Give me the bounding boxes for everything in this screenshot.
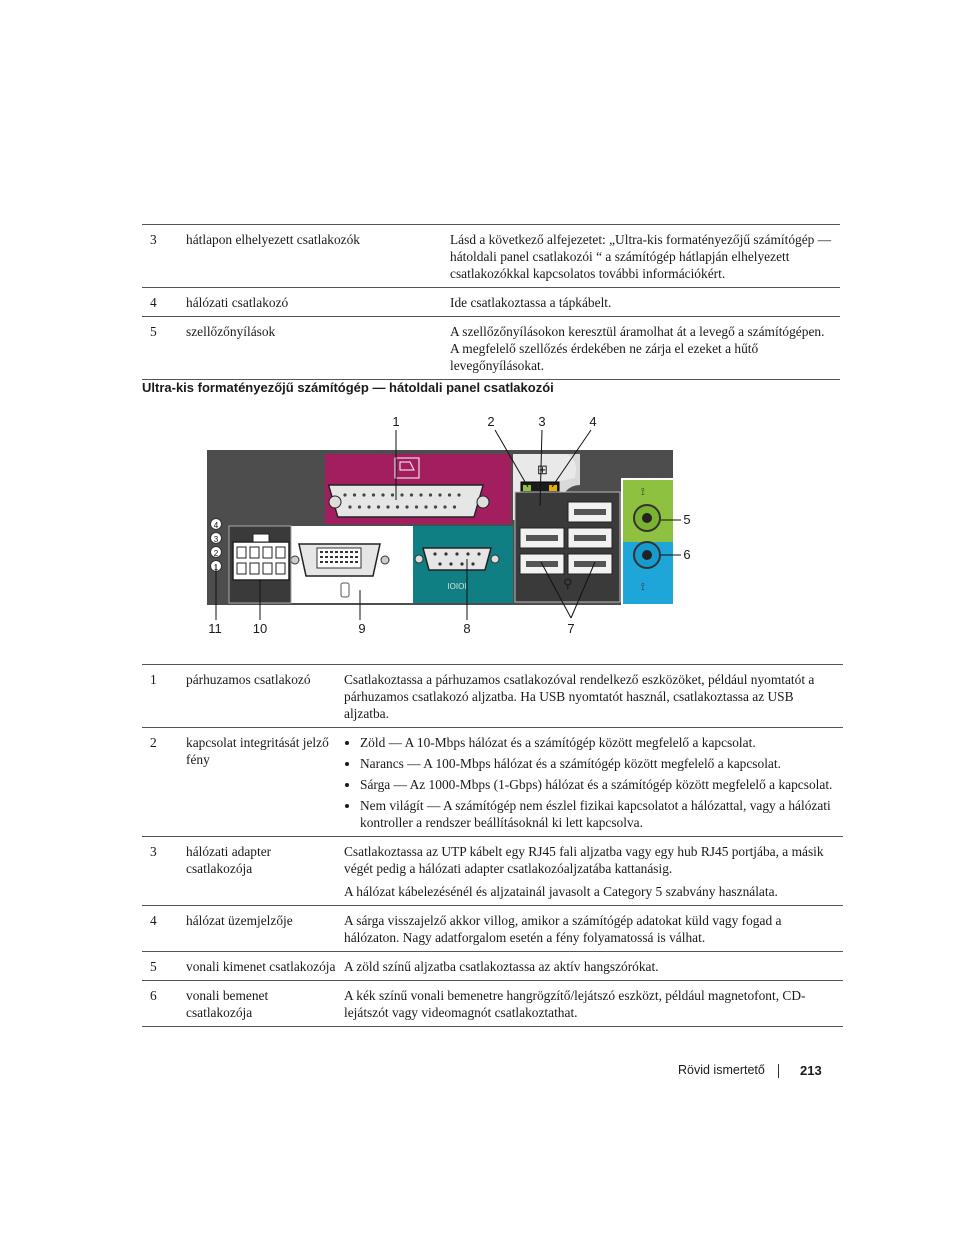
cell-label: hálózati adapter csatlakozója <box>182 837 340 906</box>
cell-label: hálózat üzemjelzője <box>182 906 340 952</box>
list-item: • Sárga — Az 1000-Mbps (1-Gbps) hálózat és a számítógép között megfelelő a kapcsolat. <box>360 776 839 793</box>
desc-paragraph: Csatlakoztassa az UTP kábelt egy RJ45 fali aljzatba vagy egy hub RJ45 portjába, a másik végét pedig a hálózati adapter csatlakozóaljzatába kattanásig. <box>344 844 824 876</box>
cell-desc <box>340 837 843 906</box>
table-row <box>142 317 840 380</box>
usb-port[interactable] <box>568 528 612 548</box>
table-row <box>142 728 843 837</box>
footer-title: Rövid ismertető <box>678 1063 765 1077</box>
callout-number: 11 <box>208 621 222 636</box>
table-row <box>142 837 843 906</box>
slot-number: 2 <box>213 549 219 558</box>
table-row <box>142 288 840 317</box>
cell-desc <box>340 952 843 981</box>
speaker-out-icon: ⟟ <box>641 487 645 498</box>
usb-port[interactable] <box>568 502 612 522</box>
table-row <box>142 665 843 728</box>
connector-description-table <box>142 664 843 1027</box>
table-row <box>142 906 843 952</box>
speaker-in-icon: ⟟ <box>641 582 645 593</box>
cell-label: szellőzőnyílások <box>182 317 446 380</box>
table-row <box>142 952 843 981</box>
cell-label: hálózati csatlakozó <box>182 288 446 317</box>
cell-num: 5 <box>142 952 182 981</box>
callout-number: 3 <box>538 414 546 429</box>
footer-separator <box>778 1064 779 1078</box>
cell-desc <box>340 906 843 952</box>
list-item: • Narancs — A 100-Mbps hálózat és a számítógép között megfelelő a kapcsolat. <box>360 755 839 772</box>
table-row <box>142 225 840 288</box>
section-heading: Ultra-kis formatényezőjű számítógép — hátoldali panel csatlakozói <box>142 380 554 395</box>
desc-paragraph: Csatlakoztassa a párhuzamos csatlakozóval rendelkező eszközöket, például nyomtatót a párhuzamos csatlakozó aljzatba. Ha USB nyomtatót használ, csatlakoztassa az USB aljzatba. <box>344 672 815 721</box>
desc-paragraph: A kék színű vonali bemenetre hangrögzítő/lejátszó eszközt, például magnetofont, CD-lejátszót vagy videomagnót csatlakoztathat. <box>344 988 806 1020</box>
status-list <box>344 734 839 831</box>
callout-number: 7 <box>567 621 575 636</box>
cell-desc: Ide csatlakoztassa a tápkábelt. <box>446 288 840 317</box>
cell-num: 6 <box>142 981 182 1027</box>
cell-desc: Lásd a következő alfejezetet: „Ultra-kis formatényezőjű számítógép — hátoldali panel csatlakozói “ a számítógép hátlapján elhelyezett csatlakozókkal kapcsolatos további információkért. <box>446 225 840 288</box>
callout-number: 6 <box>683 547 691 562</box>
cell-label: vonali bemenet csatlakozója <box>182 981 340 1027</box>
cell-num: 2 <box>142 728 182 837</box>
cell-desc <box>340 728 843 837</box>
cell-num: 3 <box>142 225 182 288</box>
callout-number: 5 <box>683 512 691 527</box>
serial-port-label: IOIOI <box>447 582 467 591</box>
cell-num: 3 <box>142 837 182 906</box>
callout-number: 10 <box>252 621 268 636</box>
page-number: 213 <box>800 1063 822 1078</box>
desc-paragraph: A sárga visszajelző akkor villog, amikor a számítógép adatokat küld vagy fogad a hálózaton. Nagy adatforgalom esetén a fény folyamatossá is válhat. <box>344 913 782 945</box>
slot-number: 1 <box>213 563 219 572</box>
cell-desc <box>340 981 843 1027</box>
serial-connector[interactable] <box>423 548 491 570</box>
cell-num: 4 <box>142 906 182 952</box>
desc-paragraph: A hálózat kábelezésénél és aljzatainál javasolt a Category 5 szabvány használata. <box>344 884 778 899</box>
back-panel-figure <box>195 410 695 640</box>
list-item: • Nem világít — A számítógép nem észlel fizikai kapcsolatot a hálózattal, vagy a hálózati kontroller a rendszer beállításoknál ki lett kapcsolva. <box>360 797 839 831</box>
list-item: • Zöld — A 10-Mbps hálózat és a számítógép között megfelelő a kapcsolat. <box>360 734 839 751</box>
network-icon: ⊞ <box>537 462 548 477</box>
table-row <box>142 981 843 1027</box>
callout-number: 2 <box>487 414 495 429</box>
cell-label: hátlapon elhelyezett csatlakozók <box>182 225 446 288</box>
cell-num: 1 <box>142 665 182 728</box>
usb-port[interactable] <box>568 554 612 574</box>
callout-number: 1 <box>392 414 400 429</box>
cell-desc <box>340 665 843 728</box>
cell-num: 5 <box>142 317 182 380</box>
callout-number: 4 <box>589 414 597 429</box>
usb-port[interactable] <box>520 528 564 548</box>
cell-label: vonali kimenet csatlakozója <box>182 952 340 981</box>
cell-desc: A szellőzőnyílásokon keresztül áramolhat át a levegő a számítógépen. A megfelelő szellőzés érdekében ne zárja el ezeket a hűtő levegőnyílásokat. <box>446 317 840 380</box>
slot-number: 4 <box>213 521 219 530</box>
cell-label: párhuzamos csatlakozó <box>182 665 340 728</box>
cell-label: kapcsolat integritását jelző fény <box>182 728 340 837</box>
desc-paragraph: A zöld színű aljzatba csatlakoztassa az aktív hangszórókat. <box>344 959 659 974</box>
slot-number: 3 <box>213 535 219 544</box>
cell-num: 4 <box>142 288 182 317</box>
top-info-table <box>142 224 840 380</box>
callout-number: 9 <box>358 621 366 636</box>
parallel-port[interactable] <box>329 485 484 517</box>
usb-icon: ⚲ <box>563 576 573 591</box>
callout-number: 8 <box>463 621 471 636</box>
